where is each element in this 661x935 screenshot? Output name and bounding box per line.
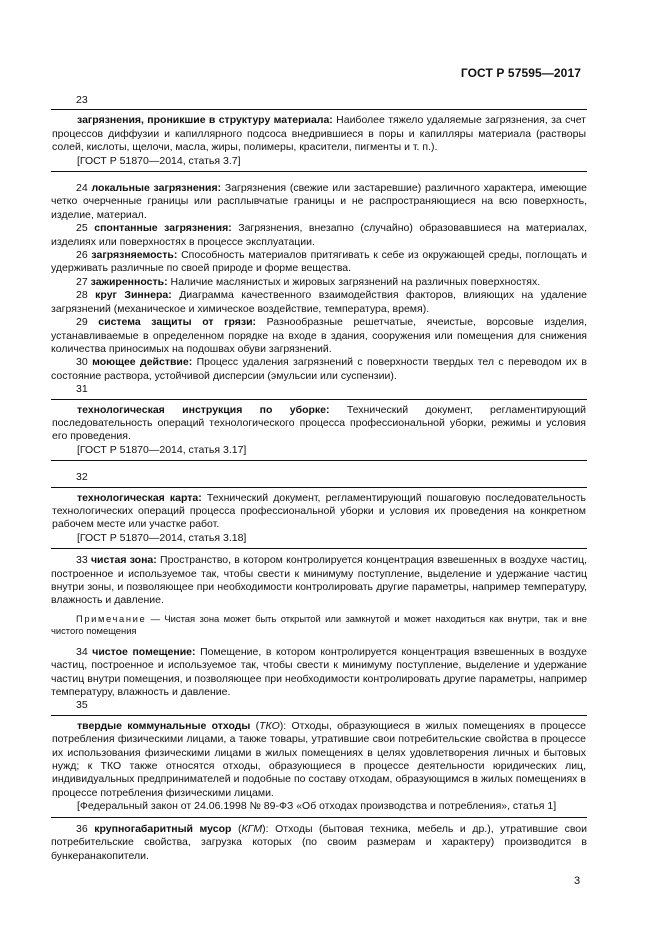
term-26: загрязняемость: xyxy=(91,249,178,262)
abbr-close-35: ): xyxy=(279,719,287,732)
document-body xyxy=(51,94,587,863)
entry-27 xyxy=(51,276,587,289)
entry-30 xyxy=(51,356,587,383)
term-33: чистая зона: xyxy=(90,554,157,567)
entry-number-31: 31 xyxy=(76,383,88,396)
abbr-open-36: ( xyxy=(231,822,242,835)
entry-36 xyxy=(51,823,587,863)
abbr-open-35: ( xyxy=(250,719,260,732)
entry-number-24: 24 xyxy=(76,182,88,195)
term-25: спонтанные загрязнения: xyxy=(94,222,232,235)
definition-24: Загрязнения (свежие или застаревшие) различного характера, имеющие четко очерченные границы или расплывчатые границы и не распространяющиеся на всю поверхность, изделие, материал. xyxy=(51,182,587,221)
page-number: 3 xyxy=(574,875,581,887)
note-33 xyxy=(51,613,587,638)
term-29: система защиты от грязи: xyxy=(98,316,257,329)
entry-number-34: 34 xyxy=(76,645,88,658)
entry-number-36: 36 xyxy=(76,822,88,835)
entry-29 xyxy=(51,316,587,356)
entry-25 xyxy=(51,222,587,249)
entry-24 xyxy=(51,182,587,222)
term-28: круг Зиннера: xyxy=(95,289,172,302)
definition-23: Наиболее тяжело удаляемые загрязнения, за счет процессов диффузии и капиллярного подсоса внедрившиеся в поры и капилляры материала (растворы солей, кислоты, щелочи, масла, жиры, полимеры, красители, пигменты и т. п.). xyxy=(52,114,586,154)
term-27: зажиренность: xyxy=(90,275,168,288)
entry-33 xyxy=(51,554,587,608)
entry-number-23: 23 xyxy=(76,94,88,106)
definition-33: Пространство, в котором контролируется концентрация взвешенных в воздухе частиц, построенное и используемое так, чтобы свести к минимуму поступление, выделение и удержание частиц внутри зоны, и позволяющее при необходимости контролировать другие параметры, например температуру, влажность и давление. xyxy=(51,554,588,607)
entry-28 xyxy=(51,289,587,316)
term-23: загрязнения, проникшие в структуру материала: xyxy=(77,114,333,127)
boxed-entry-23 xyxy=(51,109,587,172)
abbr-close-36: ): xyxy=(262,822,269,835)
definition-25: Загрязнения, внезапно (случайно) образовавшиеся на материалах, изделиях или поверхностях в процессе эксплуатации. xyxy=(51,222,588,248)
source-31: [ГОСТ Р 51870—2014, статья 3.17] xyxy=(77,443,247,456)
entry-26 xyxy=(51,249,587,276)
boxed-entry-31 xyxy=(51,399,587,462)
entry-number-26: 26 xyxy=(76,249,88,262)
definition-26: Способность материалов притягивать к себе из окружающей среды, поглощать и удерживать различные по своей природе и форме вещества. xyxy=(51,249,587,275)
term-30: моющее действие: xyxy=(92,356,193,369)
definition-30: Процесс удаления загрязнений с поверхности твердых тел с переводом их в состояние раствора, устойчивой дисперсии (эмульсии или суспензии). xyxy=(51,356,588,382)
entry-number-29: 29 xyxy=(76,316,88,329)
entry-number-33: 33 xyxy=(76,554,88,567)
term-36: крупногабаритный мусор xyxy=(94,822,232,835)
term-35: твердые коммунальные отходы xyxy=(77,719,251,732)
source-32: [ГОСТ Р 51870—2014, статья 3.18] xyxy=(77,531,247,544)
standard-code-header: ГОСТ Р 57595—2017 xyxy=(460,66,581,80)
note-label: Примечание xyxy=(76,612,147,624)
term-31: технологическая инструкция по уборке: xyxy=(77,403,330,416)
definition-36: Отходы (бытовая техника, мебель и др.), утратившие свои потребительские свойства, загрузка которых (по своим размерам и характеру) производится в бункеранакопители. xyxy=(51,822,588,862)
entry-34 xyxy=(51,646,587,700)
entry-number-25: 25 xyxy=(76,222,88,235)
entry-number-30: 30 xyxy=(76,356,88,369)
entry-number-27: 27 xyxy=(76,275,88,288)
entry-number-32: 32 xyxy=(76,471,88,484)
definition-28: Диаграмма качественного взаимодействия факторов, влияющих на удаление загрязнений (механическое и химическое воздействие, температура, время). xyxy=(51,289,588,315)
definition-27: Наличие маслянистых и жировых загрязнений на различных поверхностях. xyxy=(167,275,541,288)
boxed-entry-35 xyxy=(51,715,587,818)
term-34: чистое помещение: xyxy=(92,645,196,658)
entry-number-28: 28 xyxy=(76,289,88,302)
definition-35: Отходы, образующиеся в жилых помещениях в процессе потребления физическими лицами, а также товары, утратившие свои потребительские свойства в процессе их использования физическими лицами в жилых помещениях в целях удовлетворения личных и бытовых нужд; к ТКО также относятся отходы, образующиеся в процессе деятельности юридических лиц, индивидуальных предпринимателей и подобные по составу отходам, образующимся в жилых помещениях в процессе потребления физическими лицами. xyxy=(52,719,586,799)
definition-31: Технический документ, регламентирующий последовательность операций технологического процесса профессиональной уборки, режимы и условия его проведения. xyxy=(52,403,586,443)
term-24: локальные загрязнения: xyxy=(91,182,222,195)
definition-34: Помещение, в котором контролируется концентрация взвешенных в воздухе частиц, построенное и используемое так, чтобы свести к минимуму поступление, выделение и удержание частиц внутри помещения, и позволяющее при необходимости контролировать другие параметры, например температуру, влажность и давление. xyxy=(51,645,587,699)
source-23: [ГОСТ Р 51870—2014, статья 3.7] xyxy=(77,154,241,167)
term-32: технологическая карта: xyxy=(77,491,202,504)
abbr-35: ТКО xyxy=(259,719,280,732)
definition-29: Разнообразные решетчатые, ячеистые, ворсовые изделия, устанавливаемые в определенном порядке на входе в здания, сооружения или помещения для снижения количества приносимых на подошвах обуви загрязнений. xyxy=(51,316,587,355)
definition-32: Технический документ, регламентирующий пошаговую последовательность технологических операций процесса профессиональной уборки и условия их проведения на конкретном рабочем месте или участке работ. xyxy=(52,491,587,531)
source-35: [Федеральный закон от 24.06.1998 № 89-ФЗ «Об отходах производства и потребления», статья 1] xyxy=(77,800,557,813)
entry-number-35: 35 xyxy=(76,699,88,712)
note-text: — Чистая зона может быть открытой или замкнутой и может находиться как внутри, так и вне чистого помещения xyxy=(51,612,587,637)
abbr-36: КГМ xyxy=(241,822,263,835)
boxed-entry-32 xyxy=(51,487,587,550)
